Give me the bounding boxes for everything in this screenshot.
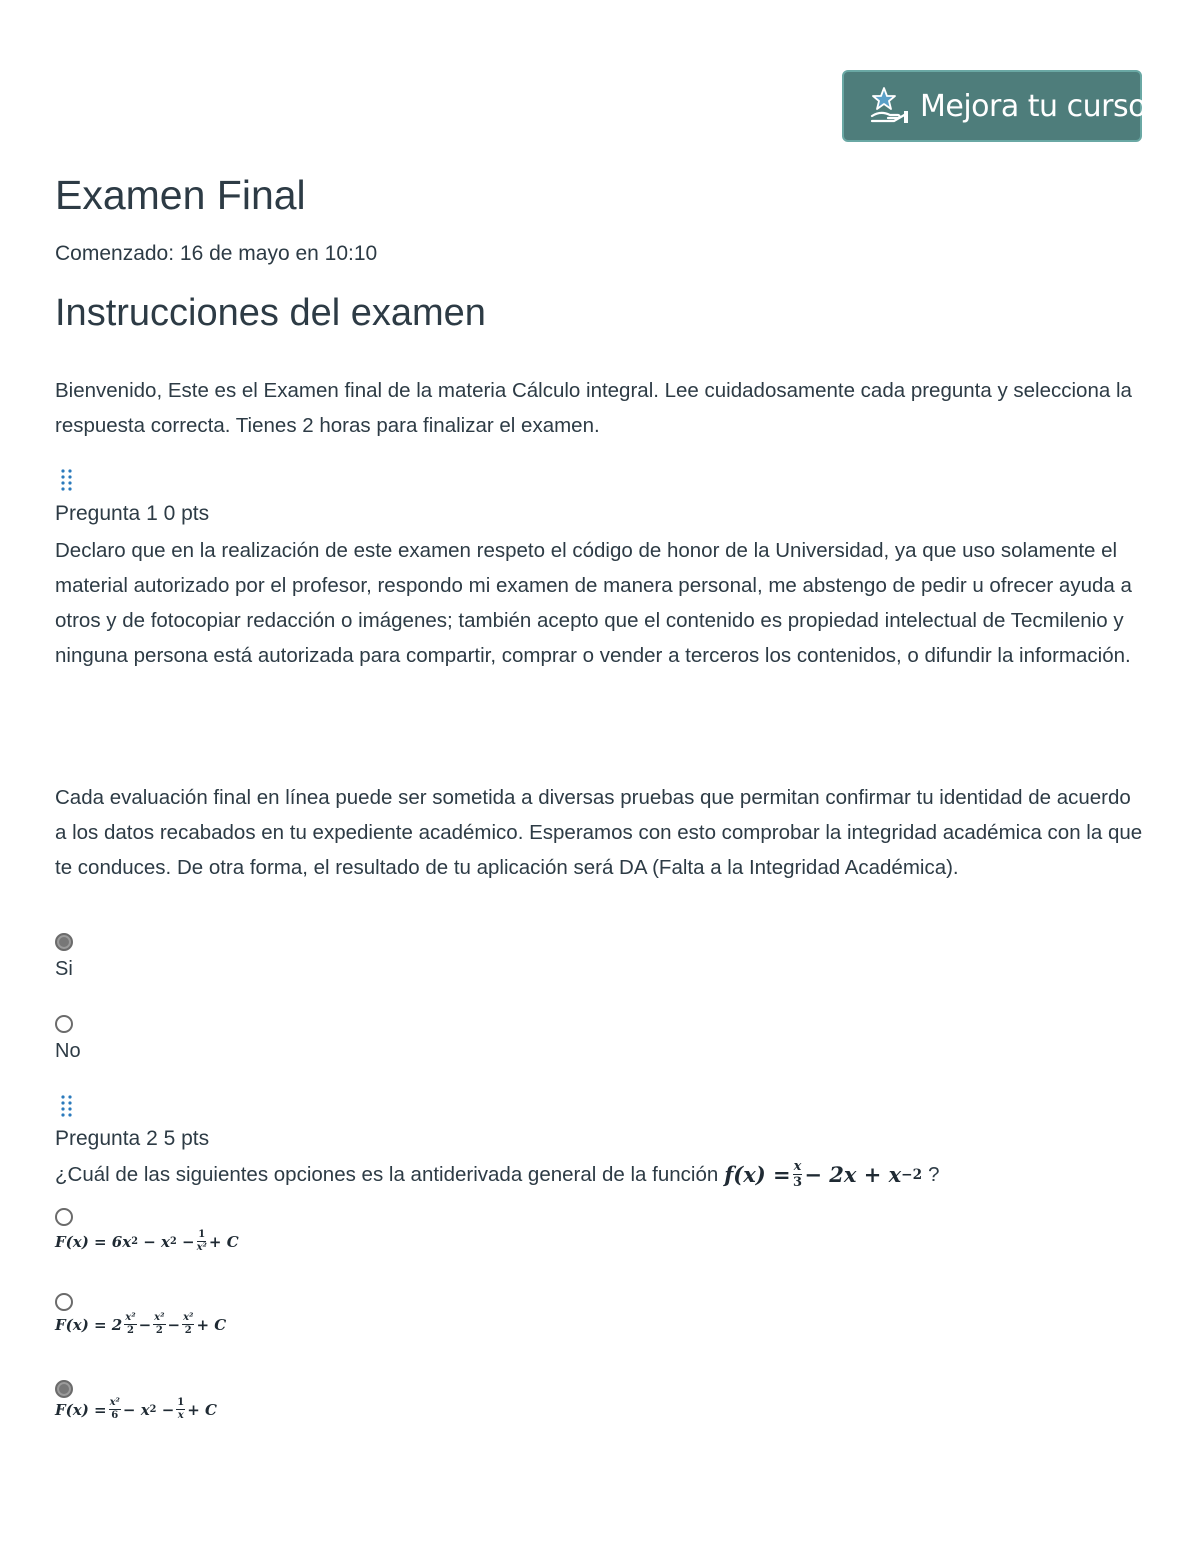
formula-tail: + C [187, 1400, 217, 1419]
improve-course-button[interactable] [842, 70, 1146, 142]
instructions-heading: Instrucciones del examen [55, 292, 486, 334]
formula-minus: − [138, 1315, 152, 1334]
formula-middle: − x [122, 1400, 150, 1419]
formula-lhs: F(x) = 2 [55, 1315, 123, 1334]
drag-handle-icon[interactable] [58, 467, 78, 493]
question-2-prompt-end: ? [928, 1162, 940, 1186]
formula-tail: + C [196, 1315, 227, 1334]
question-1-text: Declaro que en la realización de este examen respeto el código de honor de la Universidad, ya que uso solamente el material autorizado por el profesor, respondo mi examen de manera personal, me abstengo de pedir u ofrecer ayuda a otros y de fotocopiar redacción o imágenes; también acepto que el contenido es propiedad intelectual de Tecmilenio y ninguna persona está autorizada para compartir, comprar o vender a terceros los contenidos, o difundir la información. [55, 539, 1132, 667]
started-timestamp: Comenzado: 16 de mayo en 10:10 [55, 242, 378, 265]
formula-lhs: f(x) = [724, 1162, 791, 1187]
option-c-formula: F(x) = $\frac{\text{x²}}{6}$ − x 2 − $\frac{1}{x}$ + C [55, 1397, 217, 1421]
radio-option-c[interactable] [55, 1380, 73, 1398]
question-2-header: Pregunta 2 5 pts [55, 1127, 210, 1150]
formula-fraction [176, 1398, 185, 1421]
radio-option-no[interactable] [55, 1015, 73, 1033]
question-2-text [55, 1160, 939, 1189]
fraction-numerator: x² [109, 1397, 120, 1408]
radio-option-si[interactable] [55, 933, 73, 951]
formula-fraction [124, 1313, 136, 1336]
formula-minus: − [167, 1315, 181, 1334]
formula-lhs: F(x) = [55, 1400, 107, 1419]
formula-fraction [153, 1313, 165, 1336]
fraction-numerator: x² [183, 1312, 194, 1323]
formula-minus: − [161, 1400, 175, 1419]
formula-fraction [182, 1313, 194, 1336]
fraction-numerator: x² [125, 1312, 136, 1323]
formula-middle: − 2x + x [804, 1162, 902, 1187]
formula-tail: + C [208, 1232, 239, 1251]
fraction-denominator: 2 [155, 1325, 163, 1336]
formula-minus: − [181, 1232, 195, 1251]
fraction-numerator: 1 [198, 1229, 206, 1240]
option-a-formula: F(x) = 6x 2 − x 2 − $\frac{1}{\text{x²}}$ + C [55, 1229, 239, 1253]
question-2-prompt: ¿Cuál de las siguientes opciones es la antiderivada general de la función [55, 1162, 719, 1186]
radio-option-b[interactable] [55, 1293, 73, 1311]
question-1-text-2: Cada evaluación final en línea puede ser sometida a diversas pruebas que permitan confirmar tu identidad de acuerdo a los datos recabados en tu expediente académico. Esperamos con esto comprobar la integridad académica con la que te conduces. De otra forma, el resultado de tu aplicación será DA (Falta a la Integridad Académica). [55, 786, 1143, 879]
formula-fraction [109, 1398, 121, 1421]
formula-fraction [197, 1230, 207, 1253]
fraction-denominator: x [177, 1410, 184, 1421]
fraction-numerator: 1 [177, 1397, 185, 1408]
improve-course-label: Mejora tu curso [920, 88, 1146, 124]
drag-handle-icon[interactable] [58, 1093, 78, 1119]
radio-option-a[interactable] [55, 1208, 73, 1226]
instructions-text: Bienvenido, Este es el Examen final de la materia Cálculo integral. Lee cuidadosamente cada pregunta y selecciona la respuesta correcta. Tienes 2 horas para finalizar el examen. [55, 379, 1132, 437]
option-b-formula [55, 1313, 226, 1336]
fraction-denominator: 2 [126, 1325, 134, 1336]
option-label-no: No [55, 1040, 81, 1062]
formula-middle: − x [143, 1232, 170, 1251]
star-hand-icon [868, 84, 910, 128]
formula-lhs: F(x) = 6x [55, 1232, 132, 1251]
fraction-denominator: x² [196, 1242, 207, 1253]
question-1-header: Pregunta 1 0 pts [55, 502, 210, 525]
question-2-function-formula: f(x) = $\frac{x}{3}$ − 2x + x −2 [724, 1159, 923, 1190]
formula-fraction [793, 1160, 803, 1189]
fraction-denominator: 2 [184, 1325, 192, 1336]
fraction-numerator: x² [154, 1312, 165, 1323]
fraction-numerator: x [793, 1159, 802, 1174]
page-title: Examen Final [55, 172, 306, 218]
option-label-si: Si [55, 958, 73, 980]
fraction-denominator: 3 [792, 1175, 803, 1190]
fraction-denominator: 6 [111, 1410, 119, 1421]
